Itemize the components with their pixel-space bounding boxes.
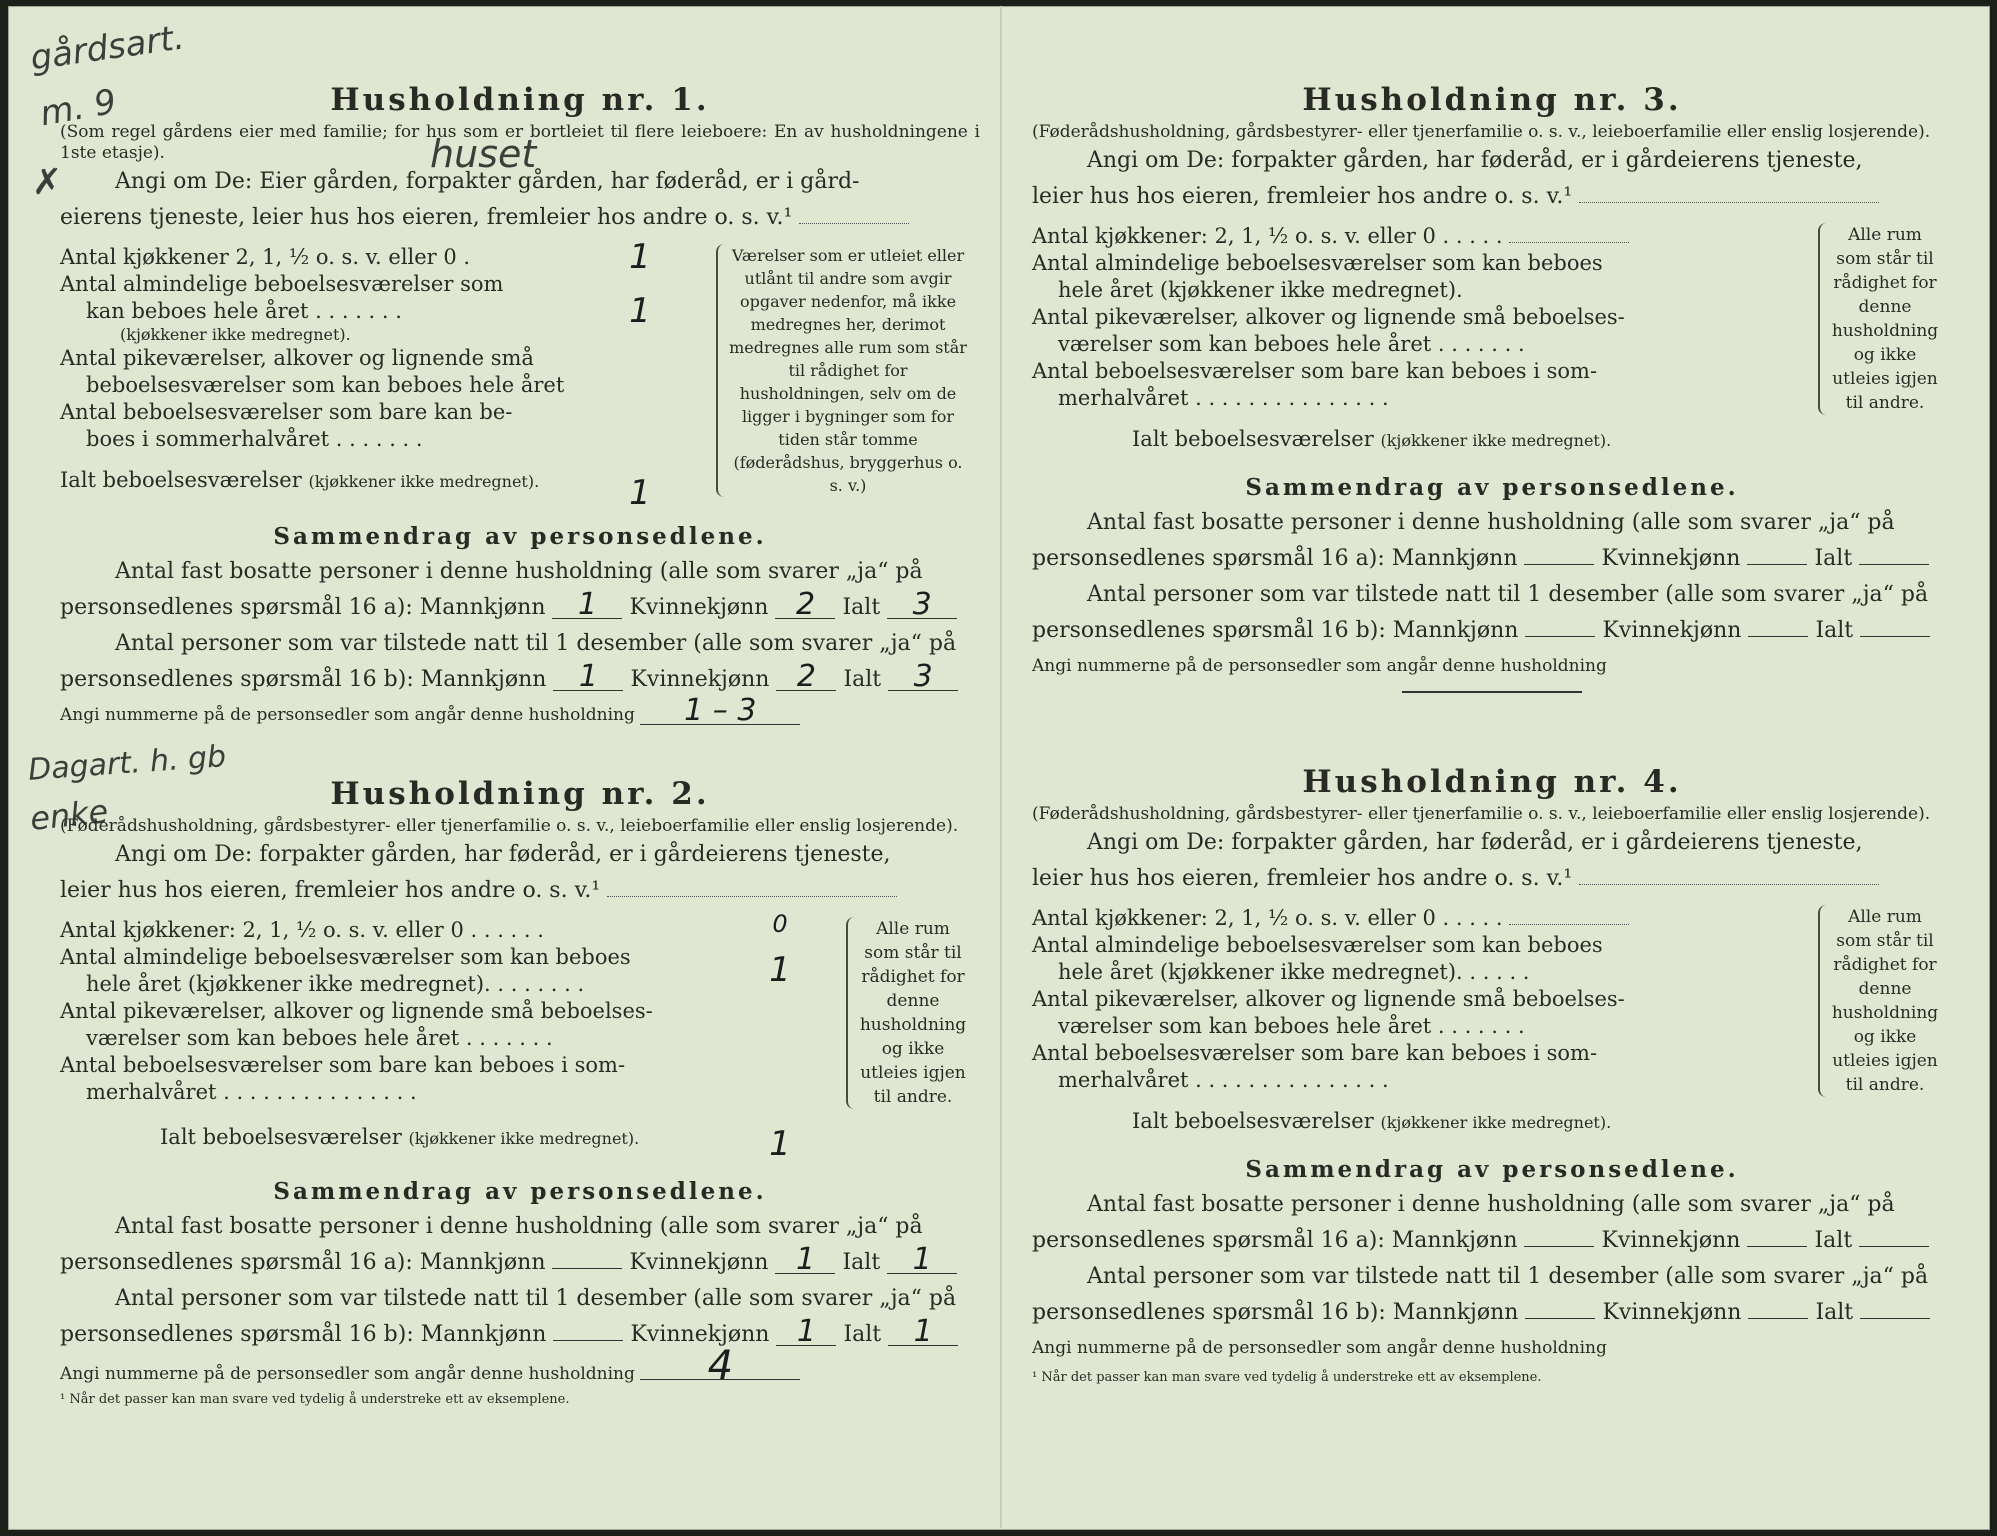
h3-k16b[interactable] [1748,636,1808,637]
h3-q-kitchens-label: Antal kjøkkener: 2, 1, ½ o. s. v. eller 0 . . . . . [1032,224,1503,248]
h2-q-som2-label: merhalvåret . . . . . . . . . . . . . . . [86,1080,417,1104]
h3-i16a[interactable] [1859,564,1929,565]
h4-summary-title: Sammendrag av personsedlene. [1245,1156,1739,1183]
h2-q-pike2-label: værelser som kan beboes hele året . . . . . . . [86,1026,553,1050]
h1-a-kitchens[interactable]: 1 [629,237,651,277]
handwritten-gardsart: gårdsart. [27,17,187,79]
h1-q-alm1 [60,271,700,298]
h1-a-num[interactable]: 1 – 3 [640,698,800,725]
h3-m16b[interactable] [1525,636,1595,637]
h1-q-pike1-label: Antal pikeværelser, alkover og lignende små [60,346,534,370]
h3-q-ialt-label: Ialt beboelsesværelser [1132,427,1374,451]
h2-m16b[interactable] [553,1340,623,1341]
h1-q-alm1-label: Antal almindelige beboelsesværelser som [60,272,504,296]
h4-kvinne-16b-label: Kvinnekjønn [1602,1300,1742,1325]
h4-q-kitchens-label: Antal kjøkkener: 2, 1, ½ o. s. v. eller 0 . . . . . [1032,906,1503,930]
h1-i16b[interactable]: 3 [888,664,958,691]
h2-q-alm1 [60,944,700,971]
h3-q-som1 [1032,358,1792,385]
h2-q-kitchens [60,917,700,944]
h1-q-pike1 [60,345,700,372]
h3-ialt-16b-label: Ialt [1815,618,1854,643]
h4-q-som1 [1032,1040,1792,1067]
handwritten-dagart: Dagart. h. gb [27,739,228,788]
h3-s1b-row [1032,541,1952,577]
h1-angi-line2 [60,200,980,236]
left-page [27,0,980,1500]
h3-angi-text2: leier hus hos eieren, fremleier hos andre o. s. v.¹ [1032,184,1573,209]
h3-angi-num-row [1032,649,1952,683]
h1-i16a[interactable]: 3 [887,592,957,619]
h1-rooms-block [60,237,980,513]
h4-note: (Føderådshusholdning, gårdsbestyrer- eller tjenerfamilie o. s. v., leieboerfamilie eller enslig losjerende). [1032,804,1931,824]
h3-q-som1-label: Antal beboelsesværelser som bare kan beboes i som- [1032,359,1598,383]
h4-k16b[interactable] [1748,1318,1808,1319]
h4-q-ialt-note: (kjøkkener ikke medregnet). [1380,1113,1612,1132]
handwritten-cross: ✗ [32,162,63,203]
h4-side-note: Alle rum som står til rådighet for denne husholdning og ikke utleies igjen til andre. [1818,905,1940,1097]
h1-q-ialt-note: (kjøkkener ikke medregnet). [308,472,540,491]
h3-q-som2-label: merhalvåret . . . . . . . . . . . . . . . [1058,386,1389,410]
h1-angi-text2: eierens tjeneste, leier hus hos eieren, fremleier hos andre o. s. v.¹ [60,205,793,230]
h4-angi-text2: leier hus hos eieren, fremleier hos andre o. s. v.¹ [1032,866,1573,891]
h1-q-ialt-label: Ialt beboelsesværelser [60,468,302,492]
h1-q-som1-label: Antal beboelsesværelser som bare kan be- [60,400,513,424]
h2-summary-title: Sammendrag av personsedlene. [273,1178,767,1205]
h4-q-som2-label: merhalvåret . . . . . . . . . . . . . . . [1058,1068,1389,1092]
h1-angi-num-label: Angi nummerne på de personsedler som angår denne husholdning [60,705,635,725]
h2-ialt-16a-label: Ialt [842,1250,881,1275]
h2-q-ialt-note: (kjøkkener ikke medregnet). [408,1129,640,1148]
h3-q-som2 [1032,385,1792,412]
h2-title: Husholdning nr. 2. [330,776,710,812]
h1-q-alm3 [60,325,700,345]
h2-a-ialt[interactable]: 1 [769,1124,791,1164]
h2-q-som1-label: Antal beboelsesværelser som bare kan beboes i som- [60,1053,626,1077]
h1-angi-num-row [60,693,980,732]
h1-q-pike2-label: beboelsesværelser som kan beboes hele året [86,373,565,397]
h4-rooms-block [1032,905,1952,1145]
h2-ialt-16b-label: Ialt [843,1322,882,1347]
h1-ialt-16a-label: Ialt [842,595,881,620]
h4-q-kitchens [1032,905,1792,932]
h2-q-pike2 [60,1025,700,1052]
h3-q-ialt-note: (kjøkkener ikke medregnet). [1380,431,1612,450]
h3-q-pike2-label: værelser som kan beboes hele året . . . . . . . [1058,332,1525,356]
h1-s1b-row [60,587,980,626]
h4-q-alm2-label: hele året (kjøkkener ikke medregnet). . . . . . [1058,960,1530,984]
h3-q-pike1-label: Antal pikeværelser, alkover og lignende små beboelses- [1032,305,1625,329]
h1-s1b-label: personsedlenes spørsmål 16 a): Mannkjønn [60,595,546,620]
h1-q-som1 [60,399,700,426]
h4-ialt-16a-label: Ialt [1814,1228,1853,1253]
h4-i16b[interactable] [1860,1318,1930,1319]
h1-angi-answer-line[interactable] [799,223,909,224]
h1-s2b-row [60,659,980,698]
h4-a-kitchens-line[interactable] [1509,924,1629,925]
h4-q-alm2 [1032,959,1792,986]
h3-q-kitchens [1032,223,1792,250]
h3-angi-num-label: Angi nummerne på de personsedler som angår denne husholdning [1032,656,1607,676]
h4-s2b-row [1032,1295,1952,1331]
page-fold [1000,6,1002,1528]
h1-m16b[interactable]: 1 [553,664,623,691]
h4-q-alm1 [1032,932,1792,959]
h4-title: Husholdning nr. 4. [1302,764,1682,800]
h4-kvinne-16a-label: Kvinnekjønn [1601,1228,1741,1253]
h3-k16a[interactable] [1747,564,1807,565]
h3-questions [1032,223,1792,454]
h3-ialt-16a-label: Ialt [1814,546,1853,571]
h2-angi-num-row [60,1343,980,1389]
h2-a-kitchens[interactable]: 0 [772,910,788,938]
h3-q-alm1-label: Antal almindelige beboelsesværelser som kan beboes [1032,251,1603,275]
h4-q-pike1-label: Antal pikeværelser, alkover og lignende små beboelses- [1032,987,1625,1011]
h3-rooms-block [1032,223,1952,463]
h1-q-alm3-label: (kjøkkener ikke medregnet). [120,325,351,344]
h2-q-ialt [60,1124,700,1152]
h2-q-som2 [60,1079,700,1106]
h3-s1a: Antal fast bosatte personer i denne husholdning (alle som svarer „ja“ på [1087,510,1895,535]
h4-q-alm1-label: Antal almindelige beboelsesværelser som kan beboes [1032,933,1603,957]
h4-angi-num-row [1032,1331,1952,1365]
h2-angi-line2 [60,873,980,909]
h1-q-som2 [60,426,700,453]
h4-footnote: ¹ Når det passer kan man svare ved tydelig å understreke ett av eksemplene. [1032,1370,1542,1385]
h3-s2b-label: personsedlenes spørsmål 16 b): Mannkjønn [1032,618,1519,643]
h4-angi-answer-line[interactable] [1579,884,1879,885]
h2-q-alm1-label: Antal almindelige beboelsesværelser som kan beboes [60,945,631,969]
h2-k16a[interactable]: 1 [775,1247,835,1274]
h1-ialt-16b-label: Ialt [843,667,882,692]
h4-ialt-16b-label: Ialt [1815,1300,1854,1325]
h1-title: Husholdning nr. 1. [330,82,710,118]
h1-kvinne-16a-label: Kvinnekjønn [629,595,769,620]
h3-note: (Føderådshusholdning, gårdsbestyrer- eller tjenerfamilie o. s. v., leieboerfamilie eller enslig losjerende). [1032,122,1931,142]
h2-kvinne-16a-label: Kvinnekjønn [629,1250,769,1275]
h1-a-alm[interactable]: 1 [629,291,651,331]
h1-k16a[interactable]: 2 [775,592,835,619]
h2-angi-answer-line[interactable] [607,896,897,897]
h2-q-alm2 [60,971,700,998]
h3-s1b-label: personsedlenes spørsmål 16 a): Mannkjønn [1032,546,1518,571]
h2-q-alm2-label: hele året (kjøkkener ikke medregnet). . . . . . . . [86,972,585,996]
h1-k16b[interactable]: 2 [776,664,836,691]
h2-a-alm[interactable]: 1 [769,950,791,990]
h2-i16b[interactable]: 1 [888,1319,958,1346]
h4-questions [1032,905,1792,1136]
h2-a-num[interactable]: 4 [640,1353,800,1380]
h3-q-alm2-label: hele året (kjøkkener ikke medregnet). [1058,278,1463,302]
h3-summary-title: Sammendrag av personsedlene. [1245,474,1739,501]
h2-s1b-label: personsedlenes spørsmål 16 a): Mannkjønn [60,1250,546,1275]
h3-angi-line1: Angi om De: forpakter gården, har føderåd, er i gårdeierens tjeneste, [1087,148,1863,173]
h3-kvinne-16a-label: Kvinnekjønn [1601,546,1741,571]
h1-s1a: Antal fast bosatte personer i denne husholdning (alle som svarer „ja“ på [115,559,923,584]
h1-a-ialt[interactable]: 1 [629,473,651,513]
h1-q-pike2 [60,372,700,399]
h4-q-pike2 [1032,1013,1792,1040]
h1-side-note: Værelser som er utleiet eller utlånt til andre som avgir opgaver nedenfor, må ikke medregnes her, derimot medregnes alle rum som står til rådighet for husholdningen, selv om de ligger i bygninger som for tiden står tomme (føderådshus, bryggerhus o. s. v.) [716,244,968,497]
h2-s2a: Antal personer som var tilstede natt til 1 desember (alle som svarer „ja“ på [115,1286,957,1311]
h3-q-ialt [1032,426,1792,454]
h2-angi-text2: leier hus hos eieren, fremleier hos andre o. s. v.¹ [60,878,601,903]
h4-angi-line1: Angi om De: forpakter gården, har føderåd, er i gårdeierens tjeneste, [1087,830,1863,855]
h2-q-ialt-label: Ialt beboelsesværelser [160,1125,402,1149]
h2-m16a[interactable] [552,1268,622,1269]
h1-m16a[interactable]: 1 [552,592,622,619]
h2-s2b-label: personsedlenes spørsmål 16 b): Mannkjønn [60,1322,547,1347]
h1-s2b-label: personsedlenes spørsmål 16 b): Mannkjønn [60,667,547,692]
h4-m16a[interactable] [1524,1246,1594,1247]
h4-q-ialt [1032,1108,1792,1136]
h2-rooms-block [60,910,980,1167]
h2-angi-num-label: Angi nummerne på de personsedler som angår denne husholdning [60,1364,635,1384]
h2-k16b[interactable]: 1 [776,1319,836,1346]
h3-separator [1402,691,1582,693]
handwritten-enke: enke [28,792,110,838]
h3-q-pike1 [1032,304,1792,331]
h2-s1b-row [60,1242,980,1281]
h4-angi-num-label: Angi nummerne på de personsedler som angår denne husholdning [1032,1338,1607,1358]
h2-s2b-row [60,1314,980,1353]
right-page [1032,0,1952,1500]
h1-angi-text1: Angi om De: Eier gården, forpakter gården, har føderåd, er i gård- [115,169,860,194]
h2-questions [60,910,791,1164]
h4-s1b-row [1032,1223,1952,1259]
husholdning-3 [1032,78,1952,709]
h3-m16a[interactable] [1524,564,1594,565]
h1-kvinne-16b-label: Kvinnekjønn [630,667,770,692]
h4-q-ialt-label: Ialt beboelsesværelser [1132,1109,1374,1133]
h3-i16b[interactable] [1860,636,1930,637]
h4-s2b-label: personsedlenes spørsmål 16 b): Mannkjønn [1032,1300,1519,1325]
h4-s1a: Antal fast bosatte personer i denne husholdning (alle som svarer „ja“ på [1087,1192,1895,1217]
h1-q-som2-label: boes i sommerhalvåret . . . . . . . [86,427,423,451]
h1-summary-title: Sammendrag av personsedlene. [273,523,767,550]
handwritten-mark: m. 9 [37,81,120,135]
h3-s2a: Antal personer som var tilstede natt til 1 desember (alle som svarer „ja“ på [1087,582,1929,607]
h3-angi-line2 [1032,179,1952,215]
h2-note: (Føderådshusholdning, gårdsbestyrer- eller tjenerfamilie o. s. v., leieboerfamilie eller enslig losjerende). [60,816,959,836]
h4-q-pike2-label: værelser som kan beboes hele året . . . . . . . [1058,1014,1525,1038]
h2-angi-line1: Angi om De: forpakter gården, har føderåd, er i gårdeierens tjeneste, [115,842,891,867]
h4-i16a[interactable] [1859,1246,1929,1247]
h3-side-note: Alle rum som står til rådighet for denne husholdning og ikke utleies igjen til andre. [1818,223,1940,415]
h2-s1a: Antal fast bosatte personer i denne husholdning (alle som svarer „ja“ på [115,1214,923,1239]
h1-s2a: Antal personer som var tilstede natt til 1 desember (alle som svarer „ja“ på [115,631,957,656]
h3-kvinne-16b-label: Kvinnekjønn [1602,618,1742,643]
husholdning-4 [1032,760,1952,1387]
husholdning-1 [60,78,980,732]
husholdning-2 [60,772,980,1409]
h4-s2a: Antal personer som var tilstede natt til 1 desember (alle som svarer „ja“ på [1087,1264,1929,1289]
h2-q-som1 [60,1052,700,1079]
h4-angi-line2 [1032,861,1952,897]
h2-i16a[interactable]: 1 [887,1247,957,1274]
h1-handwritten-huset: huset [430,132,537,176]
h1-questions [60,237,700,513]
h3-q-pike2 [1032,331,1792,358]
h3-q-alm1 [1032,250,1792,277]
h4-q-som1-label: Antal beboelsesværelser som bare kan beboes i som- [1032,1041,1598,1065]
h3-title: Husholdning nr. 3. [1302,82,1682,118]
h4-s1b-label: personsedlenes spørsmål 16 a): Mannkjønn [1032,1228,1518,1253]
h3-angi-answer-line[interactable] [1579,202,1879,203]
h3-s2b-row [1032,613,1952,649]
h1-q-alm2-label: kan beboes hele året . . . . . . . [86,299,402,323]
h2-q-pike1-label: Antal pikeværelser, alkover og lignende små beboelses- [60,999,653,1023]
h2-footnote: ¹ Når det passer kan man svare ved tydelig å understreke ett av eksemplene. [60,1392,570,1407]
h1-q-kitchens-label: Antal kjøkkener 2, 1, ½ o. s. v. eller 0 . [60,245,471,269]
h3-a-kitchens-line[interactable] [1509,242,1629,243]
h2-kvinne-16b-label: Kvinnekjønn [630,1322,770,1347]
h2-q-kitchens-label: Antal kjøkkener: 2, 1, ½ o. s. v. eller 0 . . . . . . [60,918,544,942]
h1-note: (Som regel gårdens eier med familie; for hus som er bortleiet til flere leieboere: En av husholdningene i 1ste etasje). [60,122,980,163]
h2-q-pike1 [60,998,700,1025]
h4-k16a[interactable] [1747,1246,1807,1247]
h4-q-pike1 [1032,986,1792,1013]
h3-q-alm2 [1032,277,1792,304]
h2-side-note: Alle rum som står til rådighet for denne husholdning og ikke utleies igjen til andre. [846,917,968,1109]
h4-m16b[interactable] [1525,1318,1595,1319]
h4-q-som2 [1032,1067,1792,1094]
